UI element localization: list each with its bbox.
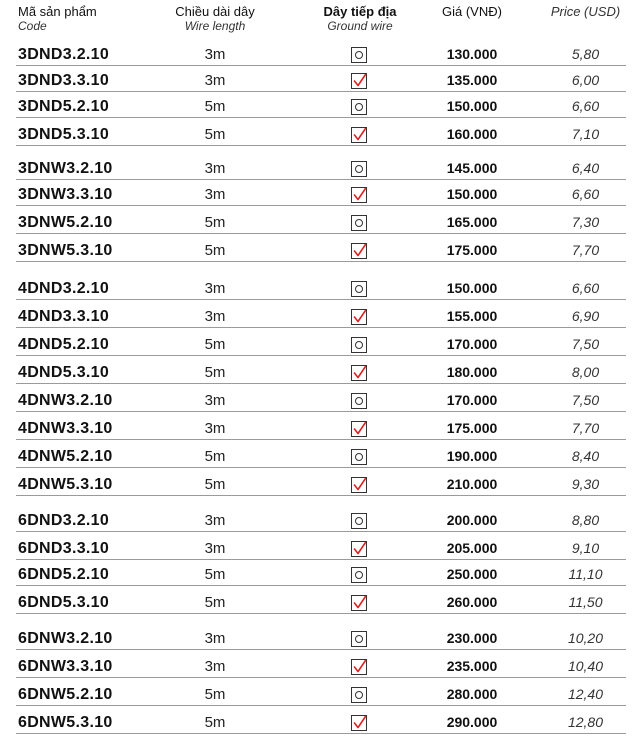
wire-length: 3m [204, 630, 226, 647]
price-usd: 9,30 [571, 476, 600, 492]
header-length-subtitle: Wire length [184, 19, 246, 33]
price-usd: 11,50 [568, 594, 603, 610]
product-code: 4DND3.2.10 [18, 280, 110, 297]
table-row [0, 418, 634, 440]
price-usd: 6,60 [571, 280, 600, 296]
wire-length: 3m [204, 308, 226, 325]
table-row [0, 628, 634, 650]
product-code: 6DND3.3.10 [18, 540, 110, 557]
table-row [0, 240, 634, 262]
price-usd: 7,70 [571, 420, 600, 436]
row-divider [16, 117, 626, 118]
price-usd: 8,40 [571, 448, 600, 464]
product-code: 4DNW3.2.10 [18, 392, 113, 409]
row-divider [16, 439, 626, 440]
wire-length: 5m [204, 98, 226, 115]
circle-icon [351, 161, 367, 177]
header-ground-subtitle: Ground wire [327, 19, 393, 33]
header-code-subtitle: Code [18, 19, 47, 33]
price-usd: 7,70 [571, 242, 600, 258]
table-row [0, 362, 634, 384]
table-row [0, 390, 634, 412]
price-vnd: 175.000 [446, 420, 498, 436]
price-vnd: 280.000 [446, 686, 498, 702]
row-divider [16, 299, 626, 300]
product-code: 6DND5.3.10 [18, 594, 110, 611]
product-code: 6DNW5.3.10 [18, 714, 113, 731]
product-code: 6DND5.2.10 [18, 566, 110, 583]
circle-icon [351, 687, 367, 703]
price-vnd: 260.000 [446, 594, 498, 610]
row-divider [16, 467, 626, 468]
price-vnd: 130.000 [446, 46, 498, 62]
check-icon [351, 365, 367, 381]
wire-length: 5m [204, 476, 226, 493]
price-vnd: 230.000 [446, 630, 498, 646]
wire-length: 3m [204, 420, 226, 437]
check-icon [351, 187, 367, 203]
price-vnd: 170.000 [446, 336, 498, 352]
check-icon [351, 421, 367, 437]
product-code: 4DNW5.2.10 [18, 448, 113, 465]
product-code: 6DNW3.3.10 [18, 658, 113, 675]
row-divider [16, 677, 626, 678]
row-divider [16, 355, 626, 356]
table-row [0, 592, 634, 614]
check-icon [351, 127, 367, 143]
circle-icon [351, 337, 367, 353]
price-usd: 7,10 [571, 126, 600, 142]
price-vnd: 250.000 [446, 566, 498, 582]
price-usd: 9,10 [571, 540, 600, 556]
row-divider [16, 705, 626, 706]
price-vnd: 165.000 [446, 214, 498, 230]
circle-icon [351, 215, 367, 231]
price-usd: 8,00 [571, 364, 600, 380]
wire-length: 3m [204, 72, 226, 89]
check-icon [351, 595, 367, 611]
wire-length: 5m [204, 686, 226, 703]
check-icon [351, 715, 367, 731]
price-usd: 10,40 [567, 658, 604, 674]
price-vnd: 205.000 [446, 540, 498, 556]
price-usd: 10,20 [567, 630, 604, 646]
price-usd: 7,50 [571, 392, 600, 408]
row-divider [16, 145, 626, 146]
product-code: 3DND5.3.10 [18, 126, 110, 143]
wire-length: 3m [204, 280, 226, 297]
wire-length: 3m [204, 540, 226, 557]
row-divider [16, 649, 626, 650]
wire-length: 5m [204, 594, 226, 611]
circle-icon [351, 567, 367, 583]
row-divider [16, 327, 626, 328]
product-code: 6DNW5.2.10 [18, 686, 113, 703]
row-divider [16, 613, 626, 614]
circle-icon [351, 99, 367, 115]
price-usd: 12,40 [567, 686, 604, 702]
table-row [0, 684, 634, 706]
table-row [0, 158, 634, 180]
header-length-title: Chiều dài dây [175, 4, 255, 19]
header-price-usd-title: Price (USD) [550, 4, 621, 19]
row-divider [16, 411, 626, 412]
wire-length: 5m [204, 126, 226, 143]
wire-length: 3m [204, 658, 226, 675]
wire-length: 3m [204, 392, 226, 409]
table-row [0, 712, 634, 734]
price-vnd: 235.000 [446, 658, 498, 674]
product-code: 4DNW3.3.10 [18, 420, 113, 437]
header-price-vnd-title: Giá (VNĐ) [442, 4, 502, 19]
product-code: 4DND5.2.10 [18, 336, 110, 353]
wire-length: 5m [204, 336, 226, 353]
product-code: 3DND3.3.10 [18, 72, 110, 89]
row-divider [16, 495, 626, 496]
price-vnd: 175.000 [446, 242, 498, 258]
price-usd: 6,90 [571, 308, 600, 324]
price-vnd: 145.000 [446, 160, 498, 176]
table-row [0, 278, 634, 300]
price-vnd: 150.000 [446, 98, 498, 114]
table-row [0, 510, 634, 532]
circle-icon [351, 449, 367, 465]
check-icon [351, 541, 367, 557]
wire-length: 3m [204, 512, 226, 529]
price-vnd: 290.000 [446, 714, 498, 730]
circle-icon [351, 47, 367, 63]
price-vnd: 180.000 [446, 364, 498, 380]
row-divider [16, 531, 626, 532]
wire-length: 5m [204, 714, 226, 731]
table-row [0, 564, 634, 586]
price-usd: 6,40 [571, 160, 600, 176]
header-ground-title: Dây tiếp địa [323, 4, 397, 19]
row-divider [16, 585, 626, 586]
check-icon [351, 243, 367, 259]
product-code: 4DND3.3.10 [18, 308, 110, 325]
circle-icon [351, 393, 367, 409]
table-row [0, 44, 634, 66]
circle-icon [351, 281, 367, 297]
table-row [0, 70, 634, 92]
price-usd: 5,80 [571, 46, 600, 62]
product-code: 3DNW3.3.10 [18, 186, 113, 203]
price-usd: 11,10 [568, 566, 603, 582]
wire-length: 5m [204, 448, 226, 465]
row-divider [16, 233, 626, 234]
price-vnd: 190.000 [446, 448, 498, 464]
check-icon [351, 477, 367, 493]
table-row [0, 334, 634, 356]
price-usd: 6,60 [571, 186, 600, 202]
table-row [0, 212, 634, 234]
price-vnd: 150.000 [446, 186, 498, 202]
wire-length: 3m [204, 186, 226, 203]
price-usd: 12,80 [567, 714, 604, 730]
check-icon [351, 659, 367, 675]
row-divider [16, 65, 626, 66]
price-usd: 6,00 [571, 72, 600, 88]
table-row [0, 446, 634, 468]
row-divider [16, 261, 626, 262]
wire-length: 3m [204, 160, 226, 177]
wire-length: 5m [204, 566, 226, 583]
check-icon [351, 73, 367, 89]
table-row [0, 184, 634, 206]
row-divider [16, 91, 626, 92]
price-usd: 7,50 [571, 336, 600, 352]
price-vnd: 160.000 [446, 126, 498, 142]
wire-length: 5m [204, 214, 226, 231]
check-icon [351, 309, 367, 325]
price-vnd: 135.000 [446, 72, 498, 88]
price-usd: 7,30 [571, 214, 600, 230]
price-vnd: 210.000 [446, 476, 498, 492]
table-row [0, 474, 634, 496]
product-code: 3DNW3.2.10 [18, 160, 113, 177]
table-row [0, 656, 634, 678]
price-vnd: 170.000 [446, 392, 498, 408]
table-row [0, 96, 634, 118]
table-row [0, 306, 634, 328]
price-usd: 8,80 [571, 512, 600, 528]
product-code: 6DND3.2.10 [18, 512, 110, 529]
price-usd: 6,60 [571, 98, 600, 114]
row-divider [16, 383, 626, 384]
product-code: 4DND5.3.10 [18, 364, 110, 381]
price-vnd: 155.000 [446, 308, 498, 324]
wire-length: 5m [204, 242, 226, 259]
price-vnd: 200.000 [446, 512, 498, 528]
row-divider [16, 733, 626, 734]
row-divider [16, 179, 626, 180]
product-code: 3DND5.2.10 [18, 98, 110, 115]
wire-length: 5m [204, 364, 226, 381]
row-divider [16, 205, 626, 206]
product-code: 4DNW5.3.10 [18, 476, 113, 493]
product-code: 6DNW3.2.10 [18, 630, 113, 647]
circle-icon [351, 513, 367, 529]
product-code: 3DND3.2.10 [18, 46, 110, 63]
product-code: 3DNW5.2.10 [18, 214, 113, 231]
product-code: 3DNW5.3.10 [18, 242, 113, 259]
row-divider [16, 559, 626, 560]
table-row [0, 538, 634, 560]
header-code-title: Mã sản phẩm [18, 4, 97, 19]
price-vnd: 150.000 [446, 280, 498, 296]
circle-icon [351, 631, 367, 647]
table-row [0, 124, 634, 146]
wire-length: 3m [204, 46, 226, 63]
